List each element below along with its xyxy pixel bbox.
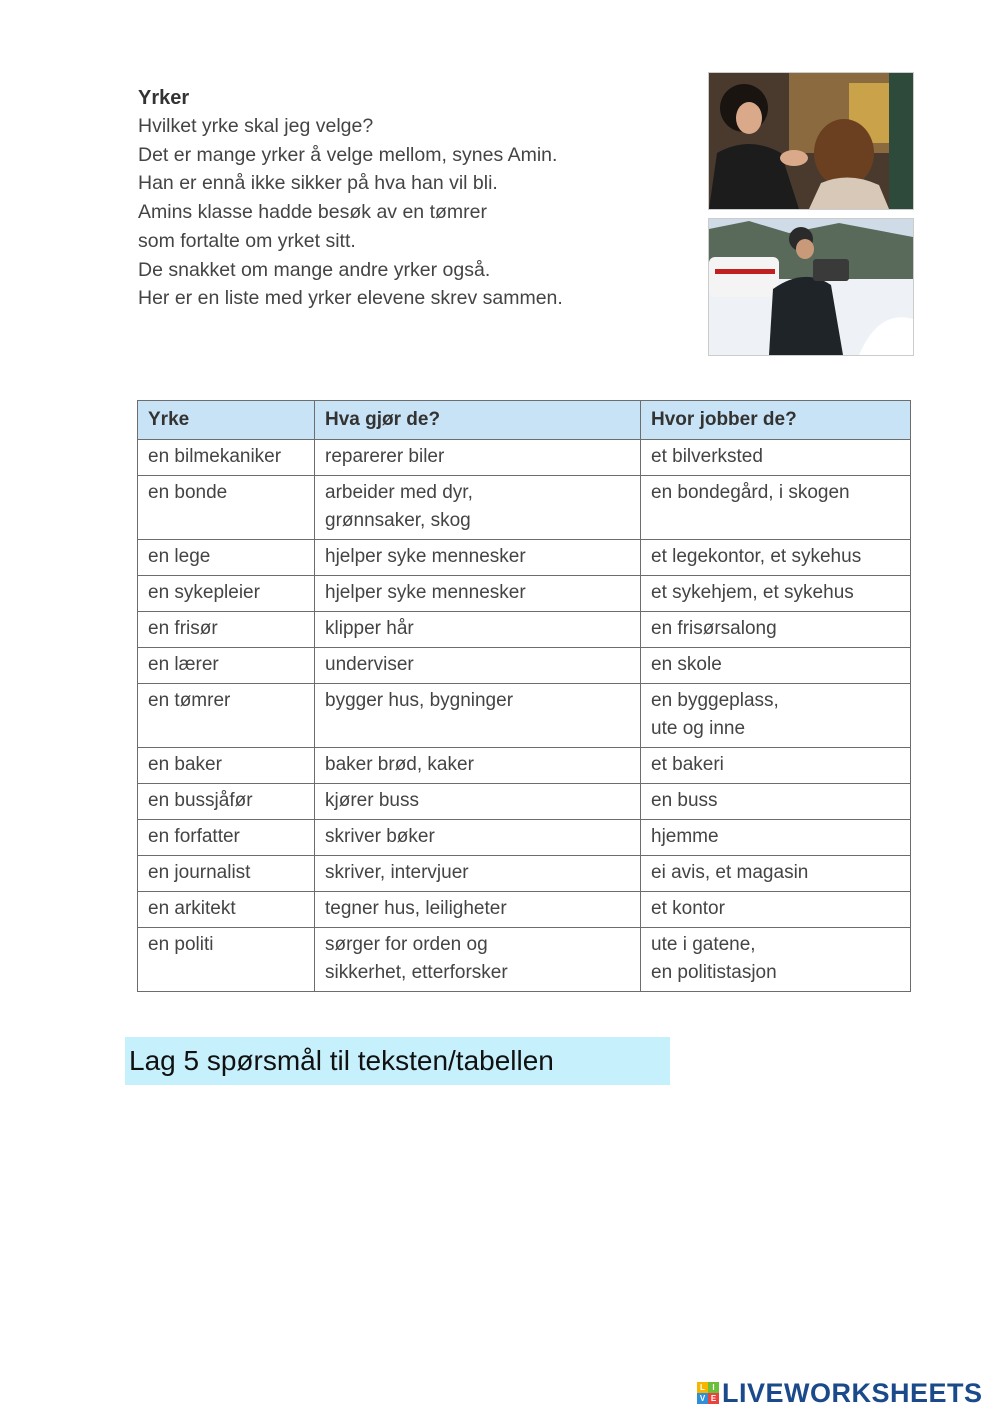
table-row xyxy=(138,820,911,856)
cell-yrke: en baker xyxy=(138,748,315,784)
table-row xyxy=(138,784,911,820)
table-row xyxy=(138,684,911,748)
cell-hvor: en buss xyxy=(641,784,911,820)
table-row xyxy=(138,928,911,992)
cell-hvor: hjemme xyxy=(641,820,911,856)
cell-yrke: en journalist xyxy=(138,856,315,892)
liveworksheets-logo xyxy=(697,1378,983,1408)
cell-hva: arbeider med dyr, grønnsaker, skog xyxy=(315,476,641,540)
table-row xyxy=(138,576,911,612)
intro-line: Her er en liste med yrker elevene skrev sammen. xyxy=(138,287,563,310)
cell-yrke: en bilmekaniker xyxy=(138,440,315,476)
logo-letter: E xyxy=(708,1393,719,1404)
task-prompt: Lag 5 spørsmål til teksten/tabellen xyxy=(125,1037,670,1085)
cell-yrke: en tømrer xyxy=(138,684,315,748)
table-row xyxy=(138,476,911,540)
cell-yrke: en frisør xyxy=(138,612,315,648)
intro-line: Hvilket yrke skal jeg velge? xyxy=(138,115,374,137)
table-header-row xyxy=(138,401,911,440)
cell-hva: skriver, intervjuer xyxy=(315,856,641,892)
table-row xyxy=(138,612,911,648)
cell-yrke: en bussjåfør xyxy=(138,784,315,820)
cell-yrke: en politi xyxy=(138,928,315,992)
intro-line: De snakket om mange andre yrker også. xyxy=(138,258,491,281)
intro-line: Amins klasse hadde besøk av en tømrer xyxy=(138,201,487,224)
cell-hvor: et legekontor, et sykehus xyxy=(641,540,911,576)
cell-yrke: en forfatter xyxy=(138,820,315,856)
cell-hvor: ute i gatene, en politistasjon xyxy=(641,928,911,992)
cell-hvor: et bakeri xyxy=(641,748,911,784)
cell-hvor: en skole xyxy=(641,648,911,684)
cell-yrke: en lege xyxy=(138,540,315,576)
cell-hvor: en frisørsalong xyxy=(641,612,911,648)
cell-yrke: en arkitekt xyxy=(138,892,315,928)
cell-yrke: en lærer xyxy=(138,648,315,684)
table-row xyxy=(138,648,911,684)
table-body xyxy=(138,440,911,992)
cell-hva: sørger for orden og sikkerhet, etterforsker xyxy=(315,928,641,992)
intro-text xyxy=(138,84,678,313)
intro-line: Han er ennå ikke sikker på hva han vil bli. xyxy=(138,172,498,195)
logo-letter: I xyxy=(708,1382,719,1393)
intro-line: Det er mange yrker å velge mellom, synes Amin. xyxy=(138,143,558,166)
table-row xyxy=(138,440,911,476)
cell-hva: underviser xyxy=(315,648,641,684)
intro-line: som fortalte om yrket sitt. xyxy=(138,229,356,252)
cell-hva: hjelper syke mennesker xyxy=(315,576,641,612)
cell-hvor: en bondegård, i skogen xyxy=(641,476,911,540)
table-row xyxy=(138,748,911,784)
logo-letter: L xyxy=(697,1382,708,1393)
cell-hva: klipper hår xyxy=(315,612,641,648)
cell-hva: bygger hus, bygninger xyxy=(315,684,641,748)
column-header-hvor: Hvor jobber de? xyxy=(641,401,911,440)
police-photo xyxy=(708,218,914,356)
table-row xyxy=(138,540,911,576)
cell-hvor: et sykehjem, et sykehus xyxy=(641,576,911,612)
table-row xyxy=(138,892,911,928)
logo-mark-icon xyxy=(697,1382,719,1404)
column-header-yrke: Yrke xyxy=(138,401,315,440)
hairdresser-photo xyxy=(708,72,914,210)
logo-text: LIVEWORKSHEETS xyxy=(722,1377,983,1408)
jobs-table xyxy=(137,400,911,992)
cell-hvor: et bilverksted xyxy=(641,440,911,476)
table-row xyxy=(138,856,911,892)
intro-title: Yrker xyxy=(138,87,190,109)
cell-hva: skriver bøker xyxy=(315,820,641,856)
logo-letter: V xyxy=(697,1393,708,1404)
column-header-hva: Hva gjør de? xyxy=(315,401,641,440)
cell-hva: kjører buss xyxy=(315,784,641,820)
cell-hva: hjelper syke mennesker xyxy=(315,540,641,576)
cell-hvor: en byggeplass, ute og inne xyxy=(641,684,911,748)
cell-hva: tegner hus, leiligheter xyxy=(315,892,641,928)
hairdresser-illustration xyxy=(709,73,913,209)
cell-hva: reparerer biler xyxy=(315,440,641,476)
police-illustration xyxy=(709,219,913,355)
cell-hvor: ei avis, et magasin xyxy=(641,856,911,892)
cell-hva: baker brød, kaker xyxy=(315,748,641,784)
cell-hvor: et kontor xyxy=(641,892,911,928)
cell-yrke: en bonde xyxy=(138,476,315,540)
cell-yrke: en sykepleier xyxy=(138,576,315,612)
